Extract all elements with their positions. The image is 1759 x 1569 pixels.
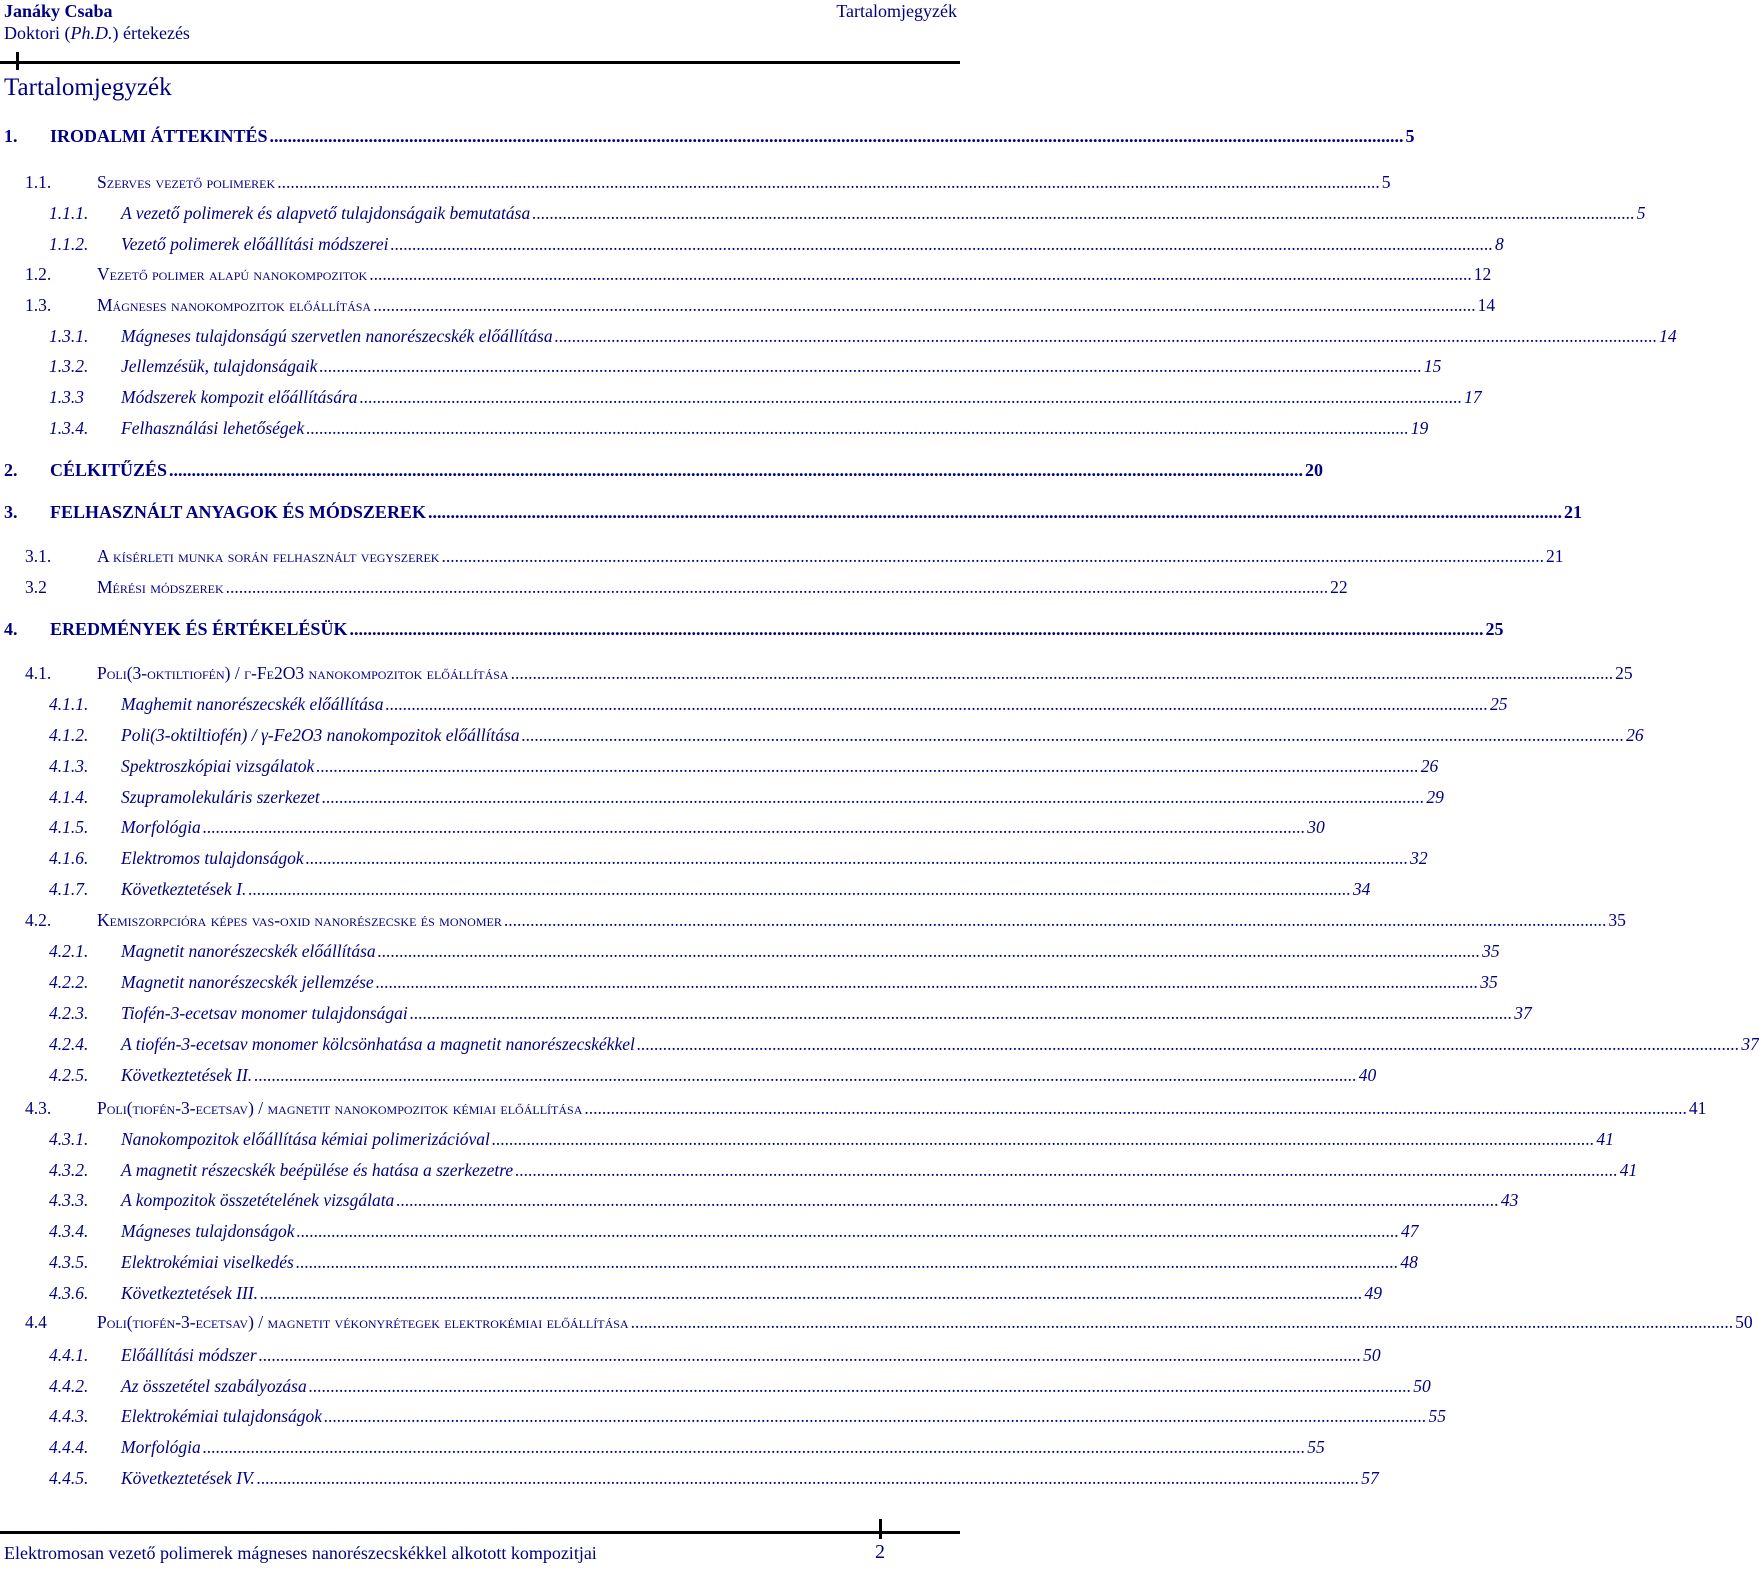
toc-leader-dots xyxy=(369,264,1472,285)
toc-entry[interactable] xyxy=(0,1034,1759,1055)
toc-leader-dots xyxy=(504,910,1607,931)
toc-entry-number: 4.1.3. xyxy=(49,756,89,776)
toc-entry-title: Szerves vezető polimerek xyxy=(97,172,276,192)
toc-entry-number: 4.1.4. xyxy=(49,787,89,807)
toc-entry-title: Maghemit nanorészecskék előállítása xyxy=(121,694,384,714)
toc-entry[interactable] xyxy=(0,879,1371,900)
toc-entry[interactable] xyxy=(0,126,1415,147)
toc-entry-number: 1.1. xyxy=(25,172,52,192)
toc-entry-title: Módszerek kompozit előállítására xyxy=(121,387,358,407)
toc-entry[interactable] xyxy=(0,1252,1418,1273)
toc-entry-title: Következtetések I. xyxy=(121,879,247,899)
toc-entry-title: A vezető polimerek és alapvető tulajdonságaik bemutatása xyxy=(121,203,531,223)
toc-entry-title: CÉLKITŰZÉS xyxy=(50,460,168,480)
toc-entry-page: 19 xyxy=(1410,418,1429,438)
toc-leader-dots xyxy=(248,879,1351,900)
toc-entry-title: Poli(3-oktiltiofén) / γ-Fe2O3 nanokompozitok előállítása xyxy=(121,725,520,745)
toc-entry[interactable] xyxy=(0,295,1496,316)
toc-entry-title: Morfológia xyxy=(121,817,201,837)
toc-leader-dots xyxy=(306,848,1409,869)
toc-leader-dots xyxy=(515,1160,1618,1181)
toc-entry[interactable] xyxy=(0,817,1325,838)
toc-entry-number: 1.1.2. xyxy=(49,234,89,254)
toc-entry-number: 4.3.4. xyxy=(49,1221,89,1241)
toc-entry-number: 4.1. xyxy=(25,663,52,683)
toc-entry-page: 21 xyxy=(1545,546,1564,566)
toc-entry-title: Az összetétel szabályozása xyxy=(121,1376,307,1396)
toc-entry-page: 5 xyxy=(1636,203,1646,223)
toc-entry-number: 1.3.1. xyxy=(49,326,89,346)
toc-leader-dots xyxy=(309,1376,1412,1397)
toc-entry-number: 1.3.3 xyxy=(49,387,84,407)
toc-entry-title: Mágneses tulajdonságok xyxy=(121,1221,295,1241)
toc-entry-number: 4.2.4. xyxy=(49,1034,89,1054)
toc-entry-number: 4.4 xyxy=(25,1312,47,1332)
toc-entry-number: 3.1. xyxy=(25,546,52,566)
footer-rule xyxy=(0,1531,960,1534)
toc-leader-dots xyxy=(203,817,1306,838)
toc-entry[interactable] xyxy=(0,1065,1377,1086)
toc-entry-title: Vezető polimerek előállítási módszerei xyxy=(121,234,389,254)
toc-entry-title: Következtetések III. xyxy=(121,1283,259,1303)
toc-entry-page: 25 xyxy=(1485,619,1504,639)
toc-entry[interactable] xyxy=(0,694,1508,715)
toc-entry-page: 43 xyxy=(1500,1190,1519,1210)
footer-text: Elektromosan vezető polimerek mágneses nanorészecskékkel alkotott kompozitjai xyxy=(4,1543,597,1563)
toc-entry-page: 35 xyxy=(1608,910,1626,930)
toc-entry[interactable] xyxy=(0,941,1500,962)
toc-entry[interactable] xyxy=(0,387,1482,408)
toc-entry[interactable] xyxy=(0,264,1492,285)
toc-entry-number: 4.1.5. xyxy=(49,817,89,837)
toc-entry-number: 2. xyxy=(4,460,18,480)
toc-entry-title: Magnetit nanorészecskék jellemzése xyxy=(121,972,374,992)
toc-entry-number: 4.4.2. xyxy=(49,1376,89,1396)
toc-entry-title: Előállítási módszer xyxy=(121,1345,257,1365)
toc-entry-number: 4.4.3. xyxy=(49,1406,89,1426)
toc-leader-dots xyxy=(410,1003,1513,1024)
toc-entry-page: 15 xyxy=(1423,356,1442,376)
toc-entry[interactable] xyxy=(0,1376,1431,1397)
toc-leader-dots xyxy=(226,577,1329,598)
toc-entry-page: 8 xyxy=(1494,234,1504,254)
toc-leader-dots xyxy=(169,460,1303,481)
toc-entry-page: 50 xyxy=(1363,1345,1381,1365)
toc-entry-title: Tiofén-3-ecetsav monomer tulajdonságai xyxy=(121,1003,408,1023)
toc-entry[interactable] xyxy=(0,1437,1325,1458)
toc-entry-page: 55 xyxy=(1307,1437,1325,1457)
toc-title: Tartalomjegyzék xyxy=(4,74,172,101)
toc-entry-page: 26 xyxy=(1420,756,1439,776)
toc-entry-number: 4.4.4. xyxy=(49,1437,89,1457)
toc-entry-title: Poli(3-oktiltiofén) / γ-Fe2O3 nanokompozitok előállítása xyxy=(97,663,509,683)
toc-entry-title: Következtetések IV. xyxy=(121,1468,255,1488)
toc-entry-number: 1.3. xyxy=(25,295,52,315)
toc-entry-number: 4.2. xyxy=(25,910,52,930)
toc-leader-dots xyxy=(385,694,1488,715)
toc-entry-page: 50 xyxy=(1735,1312,1753,1332)
toc-entry-page: 47 xyxy=(1401,1221,1419,1241)
toc-entry-number: 3. xyxy=(4,502,18,522)
toc-entry[interactable] xyxy=(0,418,1429,439)
toc-entry[interactable] xyxy=(0,619,1504,640)
toc-entry-title: Poli(tiofén-3-ecetsav) / magnetit nanokompozitok kémiai előállítása xyxy=(97,1098,583,1118)
toc-entry-page: 30 xyxy=(1307,817,1325,837)
toc-entry-title: Mágneses nanokompozitok előállítása xyxy=(97,295,372,315)
toc-entry-title: Szupramolekuláris szerkezet xyxy=(121,787,320,807)
toc-entry-number: 4.4.5. xyxy=(49,1468,89,1488)
toc-entry-number: 1.2. xyxy=(25,264,52,284)
toc-entry[interactable] xyxy=(0,756,1439,777)
toc-leader-dots xyxy=(378,941,1481,962)
toc-entry[interactable] xyxy=(0,326,1677,347)
subtitle-post: ) értekezés xyxy=(112,23,190,43)
toc-entry-page: 17 xyxy=(1464,387,1482,407)
toc-entry-title: Elektrokémiai tulajdonságok xyxy=(121,1406,323,1426)
toc-leader-dots xyxy=(260,1283,1363,1304)
toc-entry-page: 55 xyxy=(1428,1406,1447,1426)
toc-leader-dots xyxy=(360,387,1463,408)
toc-entry-page: 37 xyxy=(1741,1034,1759,1054)
toc-leader-dots xyxy=(316,756,1419,777)
toc-entry-number: 4.2.3. xyxy=(49,1003,89,1023)
toc-entry[interactable] xyxy=(0,1312,1753,1333)
toc-leader-dots xyxy=(277,172,1380,193)
toc-entry[interactable] xyxy=(0,577,1348,598)
toc-leader-dots xyxy=(203,1437,1306,1458)
toc-leader-dots xyxy=(296,1252,1399,1273)
header-rule-mark xyxy=(16,52,19,70)
toc-entry-title: Magnetit nanorészecskék előállítása xyxy=(121,941,376,961)
toc-entry-page: 21 xyxy=(1563,502,1582,522)
header-section: Tartalomjegyzék xyxy=(836,1,957,21)
toc-entry-title: A kompozitok összetételének vizsgálata xyxy=(121,1190,395,1210)
toc-entry-title: Mérési módszerek xyxy=(97,577,224,597)
toc-entry[interactable] xyxy=(0,172,1391,193)
toc-entry-page: 50 xyxy=(1413,1376,1431,1396)
toc-leader-dots xyxy=(254,1065,1357,1086)
toc-entry-page: 5 xyxy=(1405,126,1415,146)
toc-entry-page: 14 xyxy=(1659,326,1677,346)
toc-entry-number: 4.3.2. xyxy=(49,1160,89,1180)
toc-entry-title: Poli(tiofén-3-ecetsav) / magnetit vékonyrétegek elektrokémiai előállítása xyxy=(97,1312,629,1332)
toc-leader-dots xyxy=(373,295,1476,316)
toc-entry-page: 41 xyxy=(1596,1129,1614,1149)
toc-entry[interactable] xyxy=(0,848,1428,869)
toc-entry[interactable] xyxy=(0,1221,1419,1242)
toc-leader-dots xyxy=(257,1468,1360,1489)
toc-leader-dots xyxy=(555,326,1658,347)
toc-leader-dots xyxy=(396,1190,1499,1211)
toc-entry-title: Mágneses tulajdonságú szervetlen nanorészecskék előállítása xyxy=(121,326,553,346)
toc-entry-title: Nanokompozitok előállítása kémiai polimerizációval xyxy=(121,1129,490,1149)
toc-entry-title: A kísérleti munka során felhasznált vegyszerek xyxy=(97,546,440,566)
toc-entry-page: 48 xyxy=(1400,1252,1418,1272)
subtitle-degree: Ph.D. xyxy=(70,23,113,43)
toc-leader-dots xyxy=(270,126,1404,147)
toc-entry-number: 4.1.6. xyxy=(49,848,89,868)
toc-entry-title: Spektroszkópiai vizsgálatok xyxy=(121,756,315,776)
toc-entry-number: 4.3. xyxy=(25,1098,52,1118)
toc-entry[interactable] xyxy=(0,1345,1381,1366)
toc-leader-dots xyxy=(324,1406,1427,1427)
toc-entry-title: IRODALMI ÁTTEKINTÉS xyxy=(50,126,268,146)
toc-entry-number: 4.1.2. xyxy=(49,725,89,745)
toc-entry-title: Elektrokémiai viselkedés xyxy=(121,1252,294,1272)
toc-entry[interactable] xyxy=(0,203,1646,224)
toc-entry[interactable] xyxy=(0,1129,1614,1150)
toc-leader-dots xyxy=(297,1221,1400,1242)
toc-leader-dots xyxy=(306,418,1409,439)
toc-leader-dots xyxy=(259,1345,1362,1366)
toc-leader-dots xyxy=(441,546,1544,567)
page-number: 2 xyxy=(875,1541,885,1563)
toc-entry-title: Következtetések II. xyxy=(121,1065,253,1085)
toc-leader-dots xyxy=(376,972,1479,993)
toc-entry-page: 32 xyxy=(1410,848,1428,868)
toc-entry[interactable] xyxy=(0,663,1633,684)
toc-entry[interactable] xyxy=(0,972,1498,993)
toc-entry-page: 5 xyxy=(1381,172,1391,192)
toc-entry-number: 1.3.4. xyxy=(49,418,89,438)
toc-leader-dots xyxy=(428,502,1562,523)
toc-entry[interactable] xyxy=(0,725,1644,746)
toc-entry-number: 4.4.1. xyxy=(49,1345,89,1365)
toc-entry[interactable] xyxy=(0,234,1504,255)
toc-entry-title: Morfológia xyxy=(121,1437,201,1457)
toc-entry-title: Vezető polimer alapú nanokompozitok xyxy=(97,264,368,284)
toc-entry-title: Jellemzésük, tulajdonságaik xyxy=(121,356,318,376)
toc-entry[interactable] xyxy=(0,787,1444,808)
toc-entry[interactable] xyxy=(0,910,1626,931)
toc-entry-title: A magnetit részecskék beépülése és hatása a szerkezetre xyxy=(121,1160,514,1180)
toc-entry-page: 35 xyxy=(1482,941,1500,961)
toc-entry-page: 41 xyxy=(1619,1160,1638,1180)
toc-leader-dots xyxy=(322,787,1425,808)
toc-entry-number: 1.3.2. xyxy=(49,356,89,376)
toc-entry-page: 34 xyxy=(1352,879,1371,899)
toc-leader-dots xyxy=(492,1129,1595,1150)
toc-entry[interactable] xyxy=(0,1283,1383,1304)
toc-entry-title: EREDMÉNYEK ÉS ÉRTÉKELÉSÜK xyxy=(50,619,348,639)
toc-entry-title: Kemiszorpcióra képes vas-oxid nanorészecske és monomer xyxy=(97,910,502,930)
toc-entry-number: 4.3.6. xyxy=(49,1283,89,1303)
toc-entry-number: 4.1.7. xyxy=(49,879,89,899)
toc-entry-title: A tiofén-3-ecetsav monomer kölcsönhatása a magnetit nanorészecskékkel xyxy=(121,1034,635,1054)
toc-leader-dots xyxy=(532,203,1635,224)
toc-entry-page: 35 xyxy=(1480,972,1498,992)
toc-entry[interactable] xyxy=(0,1406,1447,1427)
toc-leader-dots xyxy=(349,619,1483,640)
toc-entry-page: 57 xyxy=(1361,1468,1379,1488)
footer-rule-mark xyxy=(879,1519,882,1539)
toc-entry-number: 4.2.1. xyxy=(49,941,89,961)
toc-entry-number: 1. xyxy=(4,126,18,146)
toc-entry[interactable] xyxy=(0,1190,1519,1211)
toc-entry-page: 40 xyxy=(1358,1065,1377,1085)
toc-entry-page: 20 xyxy=(1305,460,1324,480)
toc-entry-page: 25 xyxy=(1489,694,1508,714)
toc-entry-page: 29 xyxy=(1426,787,1444,807)
toc-entry[interactable] xyxy=(0,356,1442,377)
toc-entry-page: 25 xyxy=(1615,663,1633,683)
toc-entry-number: 4.1.1. xyxy=(49,694,89,714)
toc-entry-number: 4. xyxy=(4,619,18,639)
header-rule xyxy=(0,61,960,64)
toc-entry-number: 1.1.1. xyxy=(49,203,89,223)
toc-entry[interactable] xyxy=(0,1160,1638,1181)
toc-entry-title: FELHASZNÁLT ANYAGOK ÉS MÓDSZEREK xyxy=(50,502,426,522)
toc-entry[interactable] xyxy=(0,1468,1379,1489)
toc-leader-dots xyxy=(319,356,1422,377)
header-subtitle xyxy=(4,23,190,44)
toc-leader-dots xyxy=(637,1034,1740,1055)
toc-entry-number: 4.2.2. xyxy=(49,972,89,992)
toc-entry-page: 49 xyxy=(1364,1283,1383,1303)
toc-entry-title: Felhasználási lehetőségek xyxy=(121,418,305,438)
toc-entry-number: 4.3.1. xyxy=(49,1129,89,1149)
toc-entry[interactable] xyxy=(0,1098,1707,1119)
toc-entry-number: 4.3.5. xyxy=(49,1252,89,1272)
toc-entry-number: 3.2 xyxy=(25,577,47,597)
toc-entry-page: 26 xyxy=(1626,725,1644,745)
toc-entry[interactable] xyxy=(0,1003,1532,1024)
toc-entry-number: 4.2.5. xyxy=(49,1065,89,1085)
subtitle-pre: Doktori ( xyxy=(4,23,71,43)
toc-entry-page: 12 xyxy=(1473,264,1492,284)
toc-entry[interactable] xyxy=(0,546,1564,567)
toc-leader-dots xyxy=(631,1312,1734,1333)
toc-leader-dots xyxy=(390,234,1493,255)
toc-entry-title: Elektromos tulajdonságok xyxy=(121,848,304,868)
toc-entry-number: 4.3.3. xyxy=(49,1190,89,1210)
toc-entry-page: 14 xyxy=(1477,295,1496,315)
toc-entry-page: 41 xyxy=(1688,1098,1707,1118)
toc-leader-dots xyxy=(522,725,1625,746)
toc-leader-dots xyxy=(511,663,1614,684)
toc-entry-page: 37 xyxy=(1514,1003,1532,1023)
toc-entry[interactable] xyxy=(0,460,1324,481)
toc-leader-dots xyxy=(584,1098,1687,1119)
header-author: Janáky Csaba xyxy=(4,1,113,21)
toc-entry[interactable] xyxy=(0,502,1582,523)
toc-entry-page: 22 xyxy=(1330,577,1348,597)
